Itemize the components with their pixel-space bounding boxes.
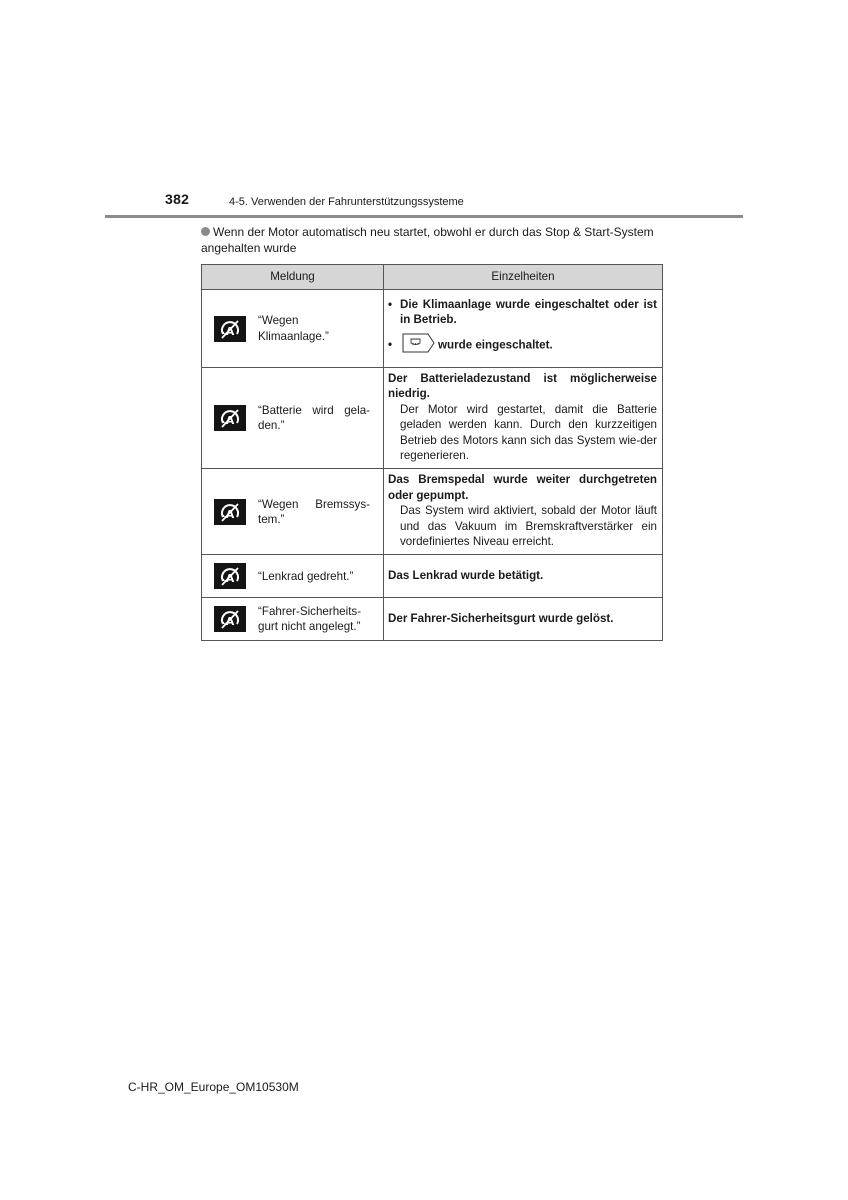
intro-line-2: angehalten wurde	[201, 241, 297, 255]
page-number: 382	[165, 191, 190, 207]
message-table	[201, 264, 663, 641]
table-row	[202, 469, 663, 555]
header-details: Einzelheiten	[384, 265, 663, 290]
table-row	[202, 555, 663, 598]
message-text: “Wegen Bremssys-tem.”	[258, 497, 370, 526]
detail-body: Das System wird aktiviert, sobald der Motor läuft und das Vakuum im Bremskraftverstärker ein vordefiniertes Niveau erreicht.	[400, 504, 657, 549]
header-message: Meldung	[202, 265, 384, 290]
detail-text: wurde eingeschaltet.	[438, 337, 553, 351]
detail-text: Die Klimaanlage wurde eingeschaltet oder ist in Betrieb.	[400, 297, 657, 327]
stop-start-a-icon	[214, 405, 246, 431]
detail-bullet: • Die Klimaanlage wurde eingeschaltet oder ist in Betrieb.	[388, 297, 657, 327]
stop-start-a-icon	[214, 606, 246, 632]
stop-start-a-icon	[214, 499, 246, 525]
message-text: “Batterie wird gela-den.”	[258, 403, 370, 433]
stop-start-a-icon	[214, 316, 246, 342]
svg-text:A: A	[225, 324, 235, 338]
detail-body: Der Motor wird gestartet, damit die Batterie geladen werden kann. Durch den kurzzeitigen Betrieb des Motors kann sich das System wie-der regenerieren.	[400, 402, 657, 463]
message-text: “Wegen Klimaanlage.”	[258, 314, 329, 343]
header-rule	[105, 215, 743, 218]
table-row	[202, 290, 663, 368]
bullet-dot-icon	[201, 227, 210, 236]
detail-heading: Das Lenkrad wurde betätigt.	[388, 568, 544, 582]
svg-text:A: A	[225, 615, 235, 629]
table-row	[202, 368, 663, 469]
message-text: “Fahrer-Sicherheits-gurt nicht angelegt.”	[258, 605, 362, 634]
section-title: 4-5. Verwenden der Fahrunterstützungssysteme	[229, 196, 464, 208]
detail-heading: Der Batterieladezustand ist möglicherweise niedrig.	[388, 372, 657, 401]
svg-text:A: A	[225, 572, 235, 586]
message-text: “Lenkrad gedreht.”	[258, 569, 354, 583]
svg-text:A: A	[225, 507, 235, 521]
detail-bullet: • wurde eingeschaltet.	[388, 332, 657, 358]
detail-heading: Der Fahrer-Sicherheitsgurt wurde gelöst.	[388, 611, 614, 625]
detail-heading: Das Bremspedal wurde weiter durchgetreten oder gepumpt.	[388, 473, 657, 502]
intro-paragraph	[201, 224, 671, 256]
stop-start-a-icon	[214, 563, 246, 589]
table-row	[202, 598, 663, 641]
defroster-button-icon	[400, 332, 436, 358]
footer-code: C-HR_OM_Europe_OM10530M	[128, 1080, 299, 1094]
svg-text:A: A	[225, 414, 235, 428]
intro-line-1: Wenn der Motor automatisch neu startet, obwohl er durch das Stop & Start-System	[213, 225, 654, 239]
